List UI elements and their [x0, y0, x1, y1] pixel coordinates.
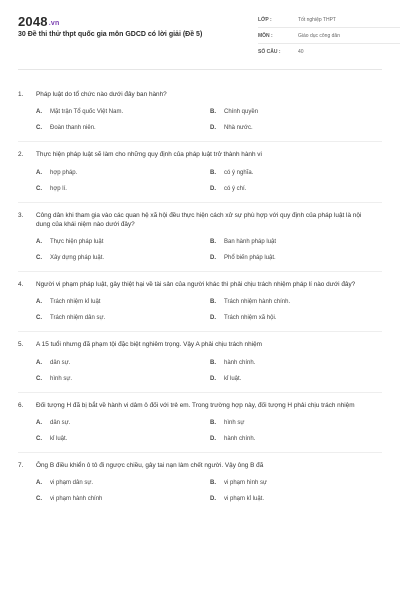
document-title: 30 Đề thi thử thpt quốc gia môn GDCD có lời giải (Đề 5): [18, 31, 203, 38]
answer-option-b[interactable]: [210, 170, 384, 176]
answer-option-a[interactable]: [36, 239, 210, 245]
answer-option-b[interactable]: [210, 360, 384, 366]
option-text: kỉ luật.: [50, 435, 68, 442]
option-text: Ban hành pháp luật: [224, 239, 277, 246]
option-text: Mặt trận Tổ quốc Việt Nam.: [50, 109, 124, 116]
option-letter: C.: [36, 375, 42, 382]
question-item: [18, 332, 382, 392]
answer-options: [18, 289, 382, 325]
document-header: [18, 0, 382, 70]
meta-row-question-count: [258, 44, 400, 60]
question-text: Người vi phạm pháp luật, gây thiệt hại về tài sản của người khác thì phải chịu trách nhiệm pháp lí nào dưới đây?: [36, 281, 356, 289]
question-number: 3.: [18, 211, 24, 219]
option-letter: A.: [36, 299, 42, 306]
question-number: 7.: [18, 461, 24, 469]
question-text: Đối tượng H đã bị bắt về hành vi dâm ô đối với trẻ em. Trong trường hợp này, đối tượng H phải chịu trách nhiệm: [36, 401, 355, 409]
option-letter: A.: [36, 109, 42, 116]
answer-option-a[interactable]: [36, 109, 210, 115]
option-letter: C.: [36, 315, 42, 322]
site-logo[interactable]: [18, 14, 59, 29]
question-text: Pháp luật do tổ chức nào dưới đây ban hành?: [36, 91, 167, 98]
answer-options: [18, 99, 382, 135]
option-letter: A.: [36, 419, 42, 426]
answer-option-c[interactable]: [36, 125, 210, 131]
option-letter: D.: [210, 496, 216, 503]
option-text: có ý chí.: [224, 185, 247, 192]
answer-option-a[interactable]: [36, 360, 210, 366]
option-letter: C.: [36, 496, 42, 503]
option-letter: D.: [210, 255, 216, 262]
option-letter: C.: [36, 255, 42, 262]
meta-label: LỚP :: [258, 16, 272, 23]
option-letter: B.: [210, 299, 216, 306]
option-letter: C.: [36, 125, 42, 132]
question-number: 5.: [18, 341, 24, 349]
meta-row-subject: [258, 28, 400, 44]
answer-option-a[interactable]: [36, 170, 210, 176]
answer-option-a[interactable]: [36, 480, 210, 486]
answer-options: [18, 470, 382, 506]
option-letter: C.: [36, 185, 42, 192]
answer-option-b[interactable]: [210, 299, 384, 305]
option-letter: A.: [36, 239, 42, 246]
option-text: Trách nhiệm hành chính.: [224, 299, 291, 306]
option-text: Nhà nước.: [224, 125, 253, 132]
answer-option-d[interactable]: [210, 186, 384, 192]
option-text: Xây dựng pháp luật.: [50, 255, 105, 262]
meta-value: Giáo dục công dân: [298, 32, 340, 39]
option-text: Đoàn thanh niên.: [50, 125, 96, 132]
meta-value: 40: [298, 49, 304, 55]
answer-option-b[interactable]: [210, 480, 384, 486]
answer-option-d[interactable]: [210, 315, 384, 321]
option-text: Trách nhiệm dân sự.: [50, 315, 106, 322]
question-item: [18, 453, 382, 512]
answer-option-b[interactable]: [210, 420, 384, 426]
question-item: [18, 203, 382, 273]
option-text: kỉ luật.: [224, 375, 242, 382]
answer-option-d[interactable]: [210, 496, 384, 502]
question-text: Ông B điều khiển ô tô đi ngược chiều, gây tai nạn làm chết người. Vậy ông B đã: [36, 461, 264, 469]
option-text: hợp lí.: [50, 185, 67, 192]
question-number: 2.: [18, 151, 24, 159]
option-letter: D.: [210, 435, 216, 442]
answer-option-c[interactable]: [36, 255, 210, 261]
option-letter: B.: [210, 480, 216, 487]
option-letter: D.: [210, 375, 216, 382]
answer-options: [18, 229, 382, 265]
answer-options: [18, 160, 382, 196]
option-text: hình sự.: [50, 375, 73, 382]
meta-value: Tốt nghiệp THPT: [298, 16, 336, 23]
option-text: hình sự: [224, 419, 245, 426]
question-item: [18, 142, 382, 202]
answer-option-a[interactable]: [36, 420, 210, 426]
option-text: Phổ biến pháp luật.: [224, 255, 276, 262]
meta-row-class: [258, 12, 400, 28]
option-text: vi phạm kỉ luật.: [224, 496, 265, 503]
question-item: [18, 393, 382, 453]
option-text: vi phạm hình sự: [224, 480, 268, 487]
question-text: Thực hiện pháp luật sẽ làm cho những quy định của pháp luật trở thành hành vi: [36, 151, 262, 159]
option-letter: B.: [210, 359, 216, 366]
answer-option-c[interactable]: [36, 436, 210, 442]
answer-option-b[interactable]: [210, 109, 384, 115]
option-text: Trách nhiệm kỉ luật: [50, 299, 101, 306]
answer-option-b[interactable]: [210, 239, 384, 245]
option-letter: D.: [210, 125, 216, 132]
answer-option-d[interactable]: [210, 436, 384, 442]
meta-label: SỐ CÂU :: [258, 49, 281, 55]
option-letter: D.: [210, 315, 216, 322]
question-number: 1.: [18, 91, 24, 98]
option-letter: B.: [210, 109, 216, 116]
answer-option-c[interactable]: [36, 496, 210, 502]
option-text: Thực hiện pháp luật: [50, 239, 104, 246]
question-number: 6.: [18, 401, 24, 409]
option-text: dân sự.: [50, 359, 71, 366]
answer-option-d[interactable]: [210, 376, 384, 382]
question-item: [18, 272, 382, 332]
meta-label: MÔN :: [258, 32, 273, 39]
answer-options: [18, 410, 382, 446]
answer-option-c[interactable]: [36, 315, 210, 321]
answer-option-d[interactable]: [210, 255, 384, 261]
question-list: [18, 70, 382, 512]
question-text: Công dân khi tham gia vào các quan hệ xã hội đều thực hiện cách xử sự phù hợp với quy định của pháp luật là nội dung của khái niệm nào dưới đây?: [36, 211, 362, 228]
answer-option-c[interactable]: [36, 186, 210, 192]
option-letter: B.: [210, 169, 216, 176]
option-text: hành chính.: [224, 359, 256, 366]
option-letter: B.: [210, 419, 216, 426]
option-letter: A.: [36, 359, 42, 366]
option-letter: A.: [36, 480, 42, 487]
question-number: 4.: [18, 281, 24, 289]
option-letter: D.: [210, 185, 216, 192]
option-text: vi phạm hành chính: [50, 496, 103, 503]
option-text: có ý nghĩa.: [224, 169, 254, 176]
option-text: hành chính.: [224, 435, 256, 442]
document-meta: [258, 12, 400, 60]
question-text: A 15 tuổi nhưng đã phạm tội đặc biệt nghiêm trọng. Vậy A phải chịu trách nhiệm: [36, 341, 262, 349]
question-item: [18, 82, 382, 142]
option-letter: A.: [36, 169, 42, 176]
option-letter: C.: [36, 435, 42, 442]
answer-option-d[interactable]: [210, 125, 384, 131]
option-text: dân sự.: [50, 419, 71, 426]
answer-options: [18, 350, 382, 386]
answer-option-c[interactable]: [36, 376, 210, 382]
option-text: hợp pháp.: [50, 169, 78, 176]
option-letter: B.: [210, 239, 216, 246]
logo-number: 2048: [18, 14, 48, 29]
logo-tld: .vn: [48, 20, 60, 27]
option-text: Chính quyền: [224, 109, 259, 116]
option-text: vi phạm dân sự.: [50, 480, 94, 487]
option-text: Trách nhiệm xã hội.: [224, 315, 277, 322]
answer-option-a[interactable]: [36, 299, 210, 305]
